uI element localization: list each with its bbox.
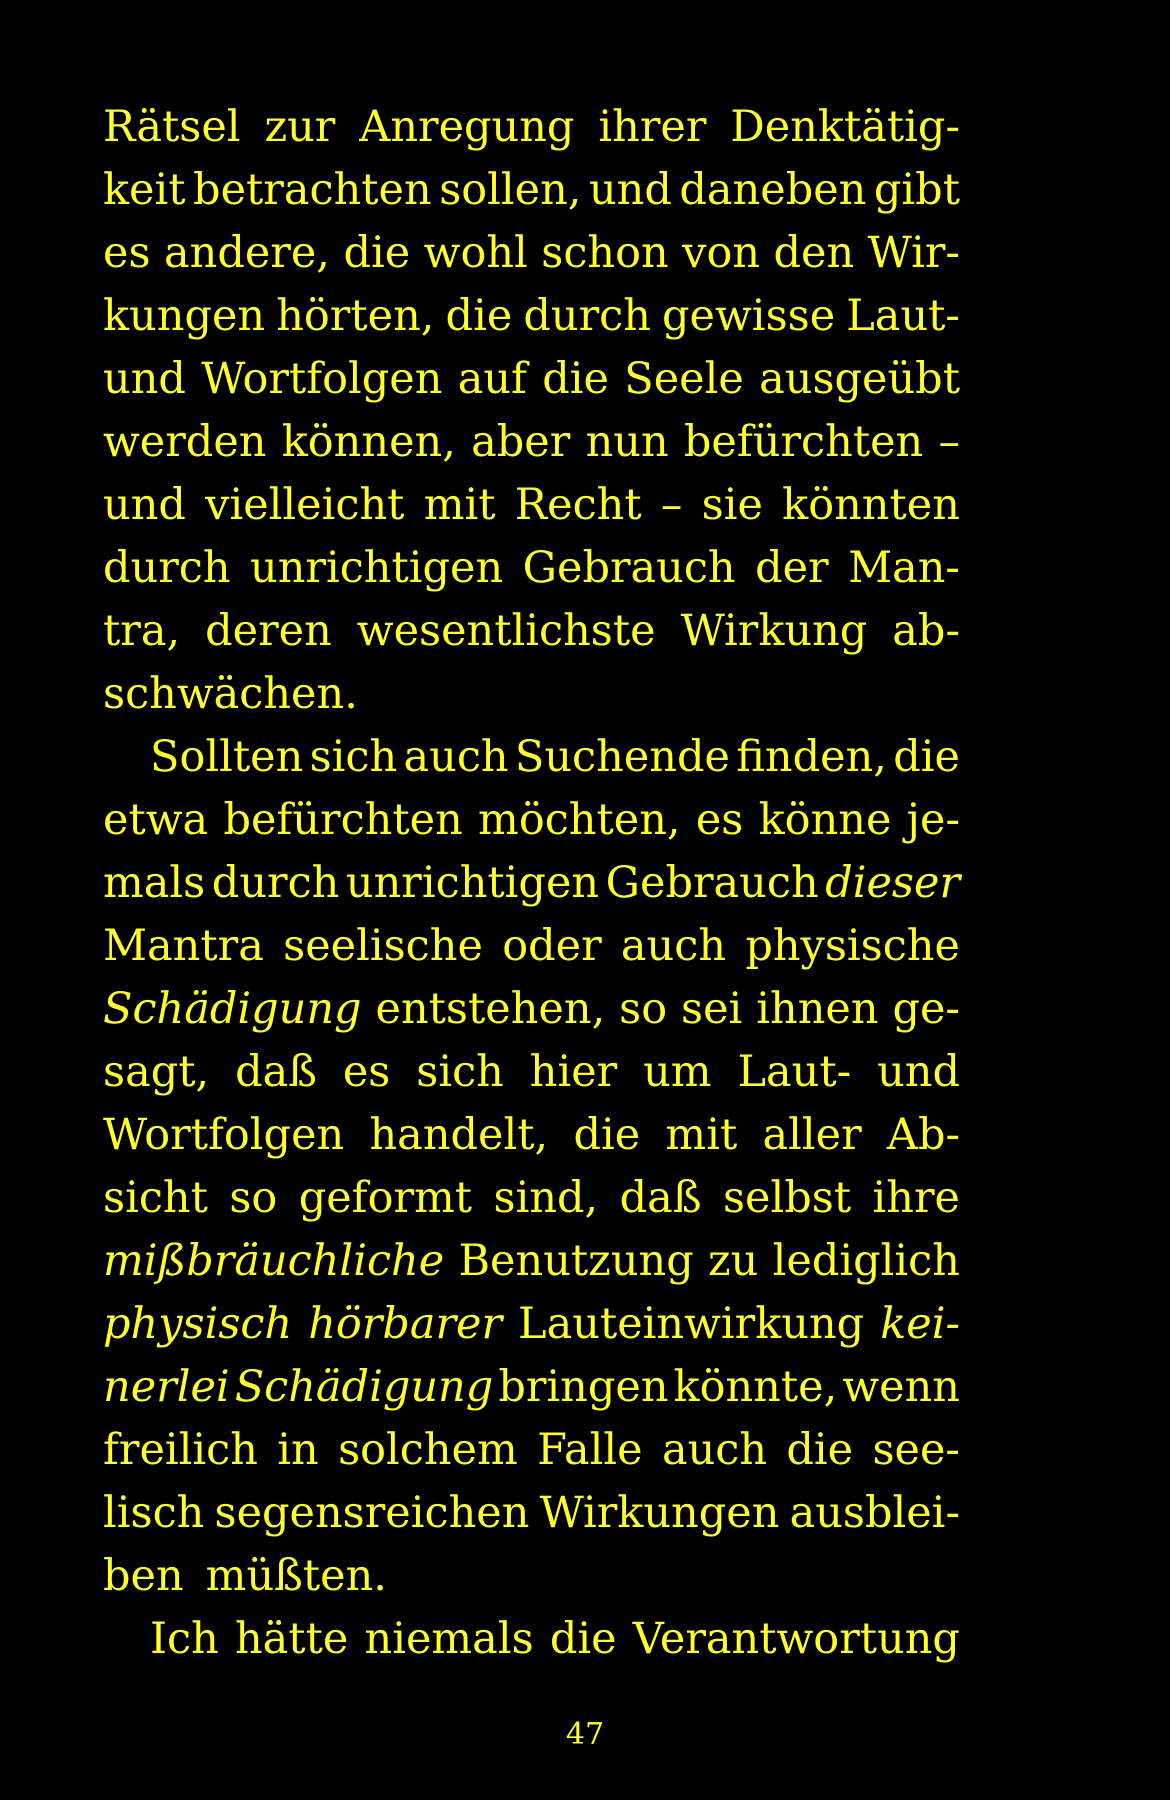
word: mals xyxy=(103,858,206,908)
text-line xyxy=(103,159,960,222)
word: unrichtigen xyxy=(345,858,600,908)
word: sie xyxy=(701,480,763,530)
text-line xyxy=(103,411,960,474)
word: sich xyxy=(416,1047,504,1097)
text-line xyxy=(103,1482,960,1545)
word: wenn xyxy=(842,1362,960,1412)
word: möchten, xyxy=(478,795,681,845)
word: niemals xyxy=(364,1614,534,1664)
text-line xyxy=(103,348,960,411)
word: die xyxy=(786,1425,854,1475)
word: betrachten xyxy=(193,165,432,215)
word: Falle xyxy=(537,1425,643,1475)
word: es xyxy=(103,228,151,278)
word: schwächen. xyxy=(103,669,358,719)
word: Suchende xyxy=(514,732,730,782)
word: wohl xyxy=(423,228,528,278)
word: handelt, xyxy=(369,1110,549,1160)
text-line xyxy=(103,852,960,915)
body-text xyxy=(103,96,960,1671)
word: aller xyxy=(762,1110,862,1160)
word: etwa xyxy=(103,795,209,845)
text-line xyxy=(103,789,960,852)
word: bringen xyxy=(498,1362,669,1412)
word: Benutzung xyxy=(458,1236,694,1286)
word: auch xyxy=(661,1425,768,1475)
word: Recht xyxy=(514,480,642,530)
text-line xyxy=(103,1167,960,1230)
word: auch xyxy=(403,732,509,782)
word: ihnen xyxy=(756,984,879,1034)
word: freilich xyxy=(103,1425,258,1475)
word: müßten. xyxy=(205,1551,387,1601)
word: die xyxy=(445,291,513,341)
word: Ab- xyxy=(886,1110,960,1160)
word: mit xyxy=(423,480,496,530)
word: es xyxy=(695,795,744,845)
word: Ich xyxy=(150,1614,219,1664)
text-line xyxy=(103,96,960,159)
word: kungen xyxy=(103,291,266,341)
word: solchem xyxy=(338,1425,518,1475)
text-line xyxy=(103,600,960,663)
word: von xyxy=(682,228,761,278)
text-line xyxy=(103,663,960,726)
word: den xyxy=(773,228,855,278)
word: Anregung xyxy=(359,102,575,152)
word: sind, xyxy=(493,1173,599,1223)
word: Mantra xyxy=(103,921,264,971)
word: ihre xyxy=(872,1173,960,1223)
word: – xyxy=(938,417,960,467)
word: seelische xyxy=(283,921,483,971)
word: auf xyxy=(457,354,527,404)
text-line xyxy=(103,222,960,285)
word: ab- xyxy=(892,606,960,656)
word: so xyxy=(619,984,668,1034)
word: und xyxy=(877,1047,960,1097)
word: Laut- xyxy=(846,291,960,341)
word: zur xyxy=(264,102,336,152)
emphasized-word: Schädigung xyxy=(103,984,362,1034)
word: tra, xyxy=(103,606,181,656)
word: können, xyxy=(281,417,456,467)
word: durch xyxy=(211,858,340,908)
word: Rätsel xyxy=(103,102,241,152)
word: daneben xyxy=(679,165,867,215)
word: so xyxy=(229,1173,278,1223)
word: die xyxy=(573,1110,641,1160)
word: see- xyxy=(872,1425,960,1475)
word: die xyxy=(893,732,960,782)
word: hier xyxy=(529,1047,618,1097)
word: Wortfolgen xyxy=(201,354,443,404)
text-line xyxy=(103,915,960,978)
word: daß xyxy=(235,1047,317,1097)
emphasized-word: dieser xyxy=(825,858,960,908)
word: lediglich xyxy=(772,1236,960,1286)
word: deren xyxy=(205,606,332,656)
word: und xyxy=(588,165,672,215)
word: aber xyxy=(471,417,571,467)
word: der xyxy=(755,543,829,593)
word: die xyxy=(343,228,411,278)
word: ge- xyxy=(892,984,960,1034)
word: sich xyxy=(309,732,398,782)
text-line xyxy=(103,1356,960,1419)
word: wesentlichste xyxy=(356,606,656,656)
word: sollen, xyxy=(439,165,582,215)
word: es xyxy=(342,1047,391,1097)
word: könne xyxy=(758,795,892,845)
word: mit xyxy=(665,1110,738,1160)
word: die xyxy=(542,354,609,404)
emphasized-word: kei- xyxy=(880,1299,960,1349)
word: Man- xyxy=(848,543,960,593)
word: auch xyxy=(620,921,727,971)
word: je- xyxy=(906,795,960,845)
word: werden xyxy=(103,417,267,467)
word: befürchten xyxy=(223,795,463,845)
text-line xyxy=(103,474,960,537)
word: selbst xyxy=(722,1173,852,1223)
word: – xyxy=(660,480,683,530)
word: und xyxy=(103,354,186,404)
word: und xyxy=(103,480,186,530)
text-line xyxy=(103,1608,960,1671)
text-line xyxy=(103,1104,960,1167)
word: andere, xyxy=(163,228,330,278)
word: Denktätig- xyxy=(730,102,960,152)
word: ausblei- xyxy=(789,1488,960,1538)
word: entstehen, xyxy=(375,984,606,1034)
word: lisch xyxy=(103,1488,205,1538)
word: ausgeübt xyxy=(759,354,960,404)
word: könnten xyxy=(782,480,960,530)
word: Laut- xyxy=(737,1047,852,1097)
text-line xyxy=(103,726,960,789)
emphasized-word: mißbräuchliche xyxy=(103,1236,445,1286)
word: hörten, xyxy=(276,291,435,341)
text-line xyxy=(103,978,960,1041)
word: Wir- xyxy=(867,228,960,278)
word: Seele xyxy=(624,354,744,404)
word: Verantwortung xyxy=(632,1614,960,1664)
word: sagt, xyxy=(103,1047,210,1097)
word: nun xyxy=(585,417,669,467)
emphasized-word: hörbarer xyxy=(308,1299,503,1349)
word: in xyxy=(277,1425,319,1475)
word: ben xyxy=(103,1551,184,1601)
word: schon xyxy=(541,228,669,278)
word: daß xyxy=(619,1173,702,1223)
word: Sollten xyxy=(150,732,304,782)
text-line xyxy=(103,285,960,348)
word: geformt xyxy=(298,1173,473,1223)
word: ihrer xyxy=(598,102,707,152)
word: könnte, xyxy=(673,1362,838,1412)
word: Wortfolgen xyxy=(103,1110,345,1160)
text-line xyxy=(103,1041,960,1104)
text-line xyxy=(103,1545,960,1608)
word: zu xyxy=(708,1236,759,1286)
word: finden, xyxy=(736,732,887,782)
word: keit xyxy=(103,165,186,215)
word: vielleicht xyxy=(205,480,405,530)
emphasized-word: Schädigung xyxy=(234,1362,494,1412)
page-number: 47 xyxy=(565,1717,605,1752)
word: gewisse xyxy=(662,291,836,341)
text-line xyxy=(103,537,960,600)
word: Lauteinwirkung xyxy=(518,1299,865,1349)
emphasized-word: physisch xyxy=(103,1299,293,1349)
word: oder xyxy=(502,921,602,971)
word: die xyxy=(549,1614,617,1664)
word: um xyxy=(643,1047,712,1097)
word: segensreichen xyxy=(214,1488,530,1538)
word: physische xyxy=(745,921,960,971)
text-line xyxy=(103,1230,960,1293)
word: hätte xyxy=(234,1614,349,1664)
text-line xyxy=(103,1293,960,1356)
text-line xyxy=(103,1419,960,1482)
word: sicht xyxy=(103,1173,208,1223)
emphasized-word: nerlei xyxy=(103,1362,230,1412)
word: sei xyxy=(681,984,743,1034)
word: Wirkungen xyxy=(539,1488,780,1538)
word: Gebrauch xyxy=(605,858,819,908)
word: durch xyxy=(103,543,231,593)
word: Wirkung xyxy=(680,606,868,656)
word: unrichtigen xyxy=(250,543,504,593)
word: Gebrauch xyxy=(522,543,736,593)
word: durch xyxy=(523,291,651,341)
word: gibt xyxy=(873,165,960,215)
word: befürchten xyxy=(683,417,924,467)
